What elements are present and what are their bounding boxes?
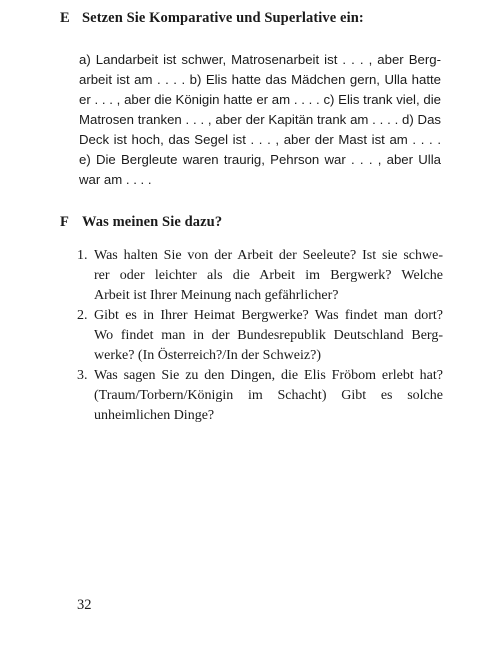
question-line: Arbeit ist Ihrer Meinung nach gefährlicher? (94, 288, 339, 303)
question-list (77, 246, 443, 426)
question-item (77, 366, 443, 426)
exercise-line: Deck ist hoch, das Segel ist . . . , aber der Mast ist am . . . . (79, 132, 441, 147)
page-number: 32 (77, 597, 92, 613)
question-item (77, 246, 443, 306)
question-line: Wo findet man in der Bundesrepublik Deutschland Berg- (94, 328, 443, 343)
section-f-title: Was meinen Sie dazu? (82, 214, 223, 230)
section-f-letter: F (60, 214, 69, 230)
question-number: 1. (77, 248, 88, 263)
exercise-line: war am . . . . (79, 172, 152, 187)
exercise-line: e) Die Bergleute waren traurig, Pehrson war . . . , aber Ulla (79, 152, 441, 167)
question-line: Was halten Sie von der Arbeit der Seeleute? Ist sie schwe- (94, 248, 443, 263)
section-e-heading (60, 10, 364, 27)
question-number: 3. (77, 368, 88, 383)
exercise-line: arbeit ist am . . . . b) Elis hatte das Mädchen gern, Ulla hatte (79, 72, 441, 87)
section-e-exercise (79, 50, 441, 190)
question-item (77, 306, 443, 366)
question-line: (Traum/Torbern/Königin im Schacht) Gibt es solche (94, 388, 443, 403)
question-line: Gibt es in Ihrer Heimat Bergwerke? Was findet man dort? (94, 308, 443, 323)
question-line: unheimlichen Dinge? (94, 408, 215, 423)
question-line: werke? (In Österreich?/In der Schweiz?) (94, 348, 321, 363)
section-e-letter: E (60, 10, 70, 26)
question-number: 2. (77, 308, 88, 323)
question-line: Was sagen Sie zu den Dingen, die Elis Fröbom erlebt hat? (94, 368, 443, 383)
question-line: rer oder leichter als die Arbeit im Bergwerk? Welche (94, 268, 443, 283)
exercise-line: a) Landarbeit ist schwer, Matrosenarbeit ist . . . , aber Berg- (79, 52, 441, 67)
section-f-heading (60, 214, 222, 231)
section-e-title: Setzen Sie Komparative und Superlative ein: (82, 10, 364, 26)
exercise-line: Matrosen tranken . . . , aber der Kapitän trank am . . . . d) Das (79, 112, 441, 127)
exercise-line: er . . . , aber die Königin hatte er am . . . . c) Elis trank viel, die (79, 92, 441, 107)
